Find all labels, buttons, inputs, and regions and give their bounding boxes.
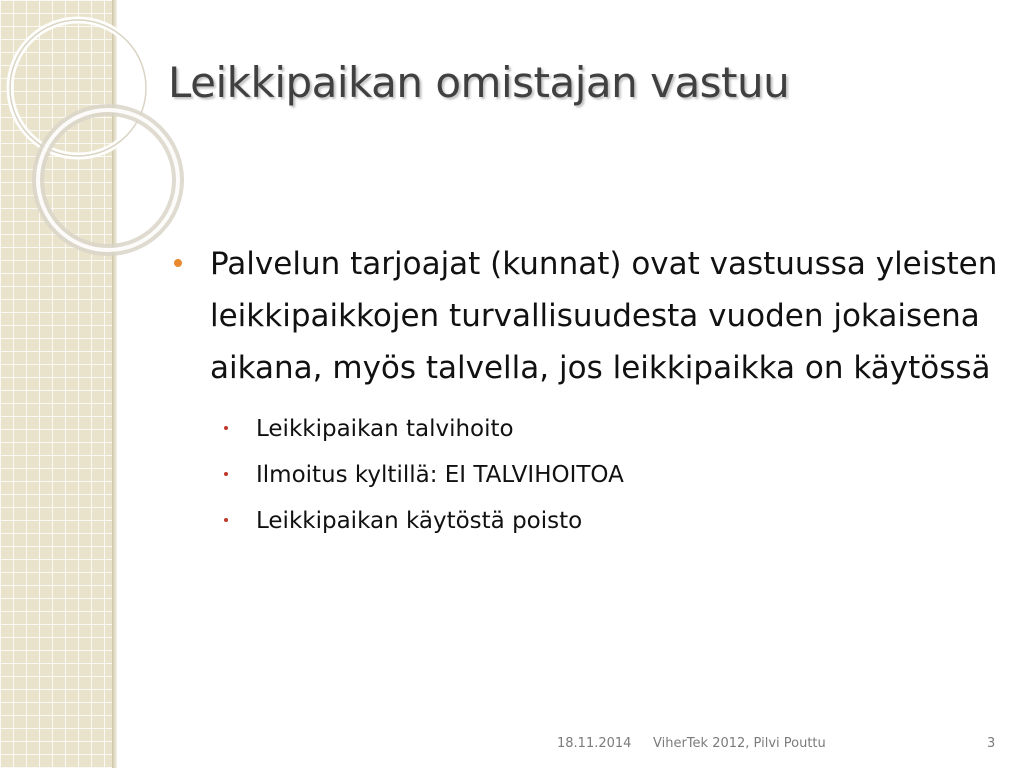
decorative-rings (0, 0, 240, 270)
sub-bullet (210, 498, 998, 544)
main-bullet-text: Palvelun tarjoajat (kunnat) ovat vastuussa yleisten leikkipaikkojen turvallisuudesta vuoden jokaisena aikana, myös talvella, jos leikkipaikka on käytössä (210, 246, 998, 386)
sub-bullet-text: Ilmoitus kyltillä: EI TALVIHOITOA (256, 462, 624, 488)
sub-bullet (210, 406, 998, 452)
bullet-dot-icon (174, 259, 182, 267)
footer-text: ViherTek 2012, Pilvi Pouttu (653, 736, 826, 751)
slide-title: Leikkipaikan omistajan vastuu (168, 58, 790, 107)
sub-bullet-text: Leikkipaikan talvihoito (256, 416, 514, 442)
page-number: 3 (987, 736, 996, 751)
sub-bullet (210, 452, 998, 498)
footer-date: 18.11.2014 (557, 736, 632, 751)
bullet-list (168, 238, 998, 544)
sub-bullet-list (210, 406, 998, 544)
sub-bullet-dot-icon (224, 472, 228, 476)
main-bullet (168, 238, 998, 544)
sub-bullet-dot-icon (224, 426, 228, 430)
sub-bullet-text: Leikkipaikan käytöstä poisto (256, 508, 583, 534)
sub-bullet-dot-icon (224, 518, 228, 522)
